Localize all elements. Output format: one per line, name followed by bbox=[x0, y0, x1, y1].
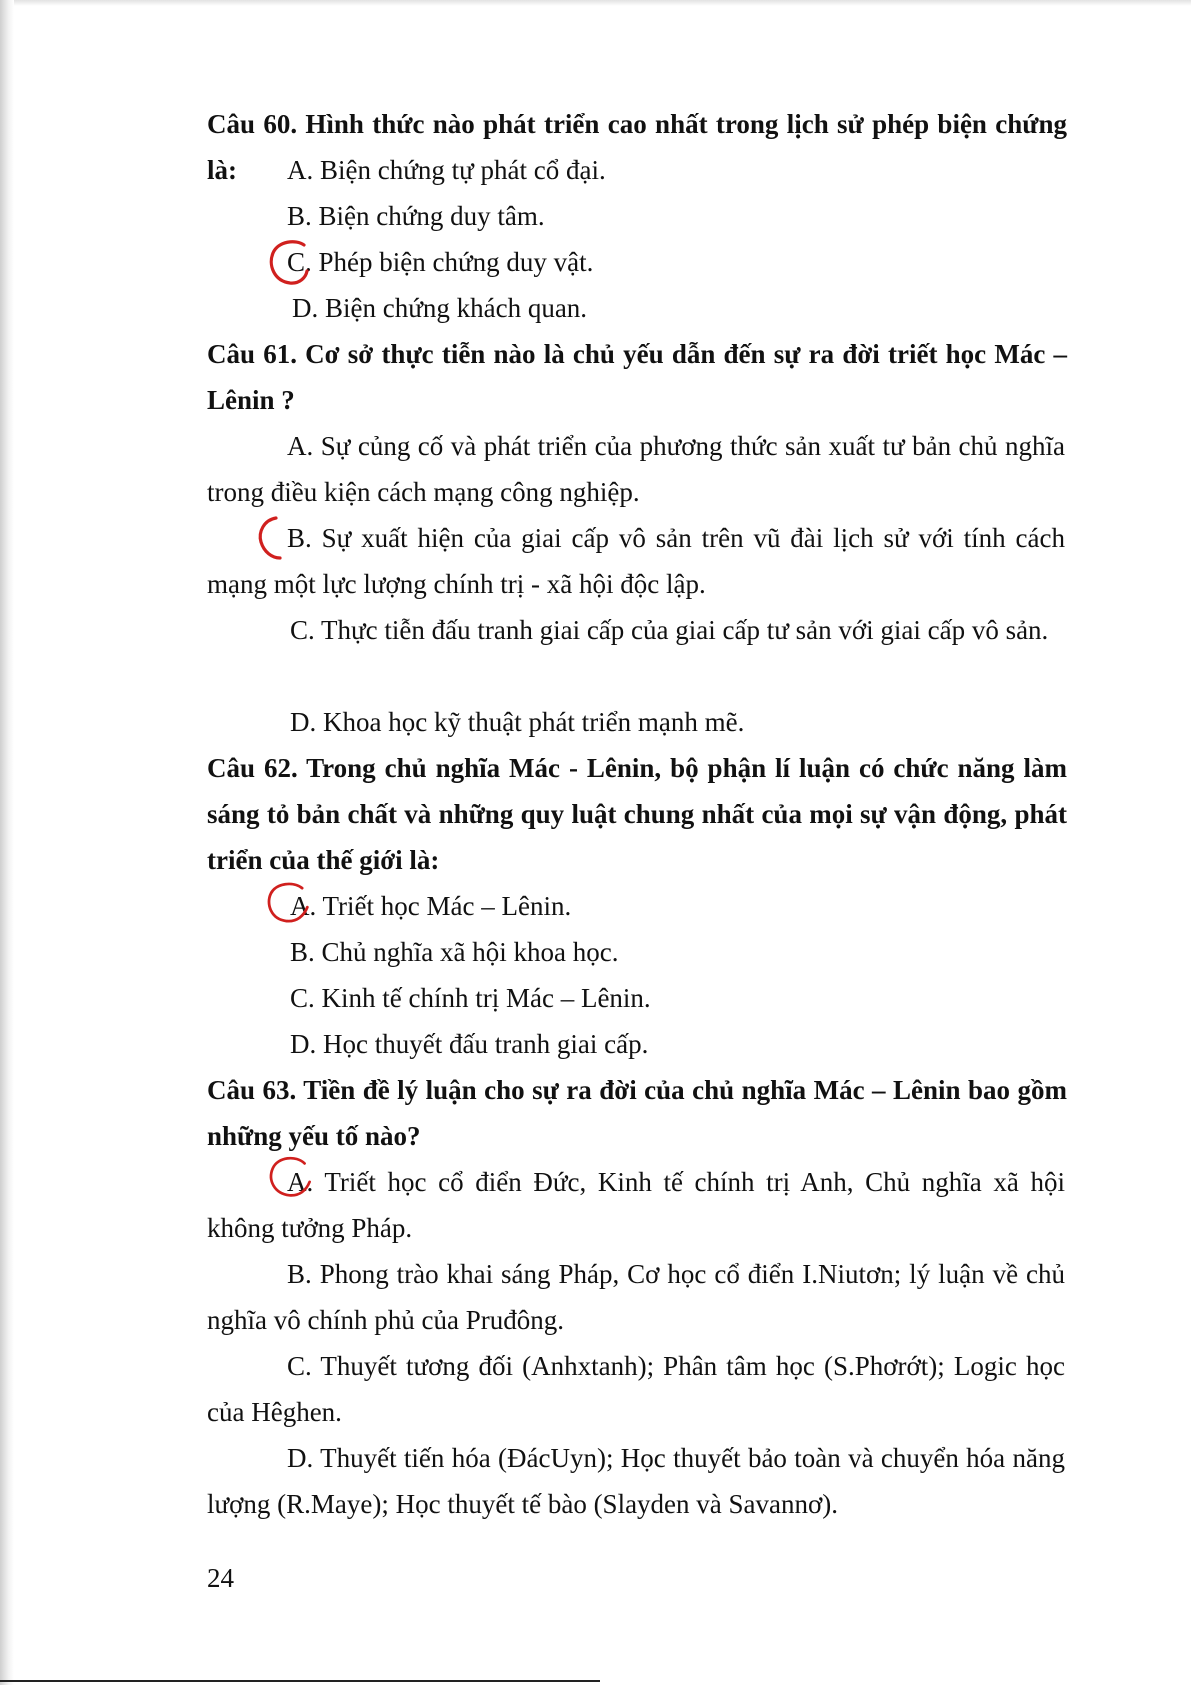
q62-option-d: D. Học thuyết đấu tranh giai cấp. bbox=[290, 1029, 649, 1059]
question-61: Câu 61. Cơ sở thực tiễn nào là chủ yếu dẫn đến sự ra đời triết học Mác – Lênin ? bbox=[207, 339, 1067, 415]
q61-answer-circle-mark bbox=[256, 512, 308, 562]
q62-option-b: B. Chủ nghĩa xã hội khoa học. bbox=[290, 937, 619, 967]
q60-option-b: B. Biện chứng duy tâm. bbox=[287, 201, 545, 231]
q63-answer-circle-mark bbox=[266, 1151, 318, 1201]
q62-answer-circle-mark bbox=[264, 877, 316, 927]
q62-option-c: C. Kinh tế chính trị Mác – Lênin. bbox=[290, 983, 651, 1013]
q63-option-a: A. Triết học cổ điển Đức, Kinh tế chính trị Anh, Chủ nghĩa xã hội không tưởng Pháp. bbox=[207, 1167, 1065, 1243]
q61-option-b: B. Sự xuất hiện của giai cấp vô sản trên vũ đài lịch sử với tính cách mạng một lực lượng chính trị - xã hội độc lập. bbox=[207, 523, 1065, 599]
q61-option-a: A. Sự củng cố và phát triển của phương thức sản xuất tư bản chủ nghĩa trong điều kiện cách mạng công nghiệp. bbox=[207, 431, 1065, 507]
question-62: Câu 62. Trong chủ nghĩa Mác - Lênin, bộ phận lí luận có chức năng làm sáng tỏ bản chất và những quy luật chung nhất của mọi sự vận động, phát triển của thế giới là: bbox=[207, 753, 1067, 875]
q60-answer-circle-mark bbox=[266, 237, 318, 287]
bottom-rule bbox=[0, 1680, 600, 1682]
q61-option-d: D. Khoa học kỹ thuật phát triển mạnh mẽ. bbox=[290, 707, 745, 737]
q63-option-d: D. Thuyết tiến hóa (ĐácUyn); Học thuyết bảo toàn và chuyển hóa năng lượng (R.Maye); Học thuyết tế bào (Slayden và Savannơ). bbox=[207, 1443, 1065, 1519]
q62-option-a: A. Triết học Mác – Lênin. bbox=[290, 891, 572, 921]
q60-option-d: D. Biện chứng khách quan. bbox=[292, 293, 588, 323]
q61-option-c: C. Thực tiễn đấu tranh giai cấp của giai cấp tư sản với giai cấp vô sản. bbox=[290, 615, 1049, 645]
page-number: 24 bbox=[207, 1563, 234, 1593]
q63-option-b: B. Phong trào khai sáng Pháp, Cơ học cổ điển I.Niutơn; lý luận về chủ nghĩa vô chính phủ của Pruđông. bbox=[207, 1259, 1065, 1335]
q63-option-c: C. Thuyết tương đối (Anhxtanh); Phân tâm học (S.Phơrớt); Logic học của Hêghen. bbox=[207, 1351, 1065, 1427]
question-63: Câu 63. Tiền đề lý luận cho sự ra đời của chủ nghĩa Mác – Lênin bao gồm những yếu tố nào? bbox=[207, 1075, 1067, 1151]
question-60: Câu 60. Hình thức nào phát triển cao nhất trong lịch sử phép biện chứng là: bbox=[207, 109, 1067, 185]
q60-option-c: C. Phép biện chứng duy vật. bbox=[287, 247, 594, 277]
q60-option-a: A. Biện chứng tự phát cổ đại. bbox=[287, 155, 606, 185]
